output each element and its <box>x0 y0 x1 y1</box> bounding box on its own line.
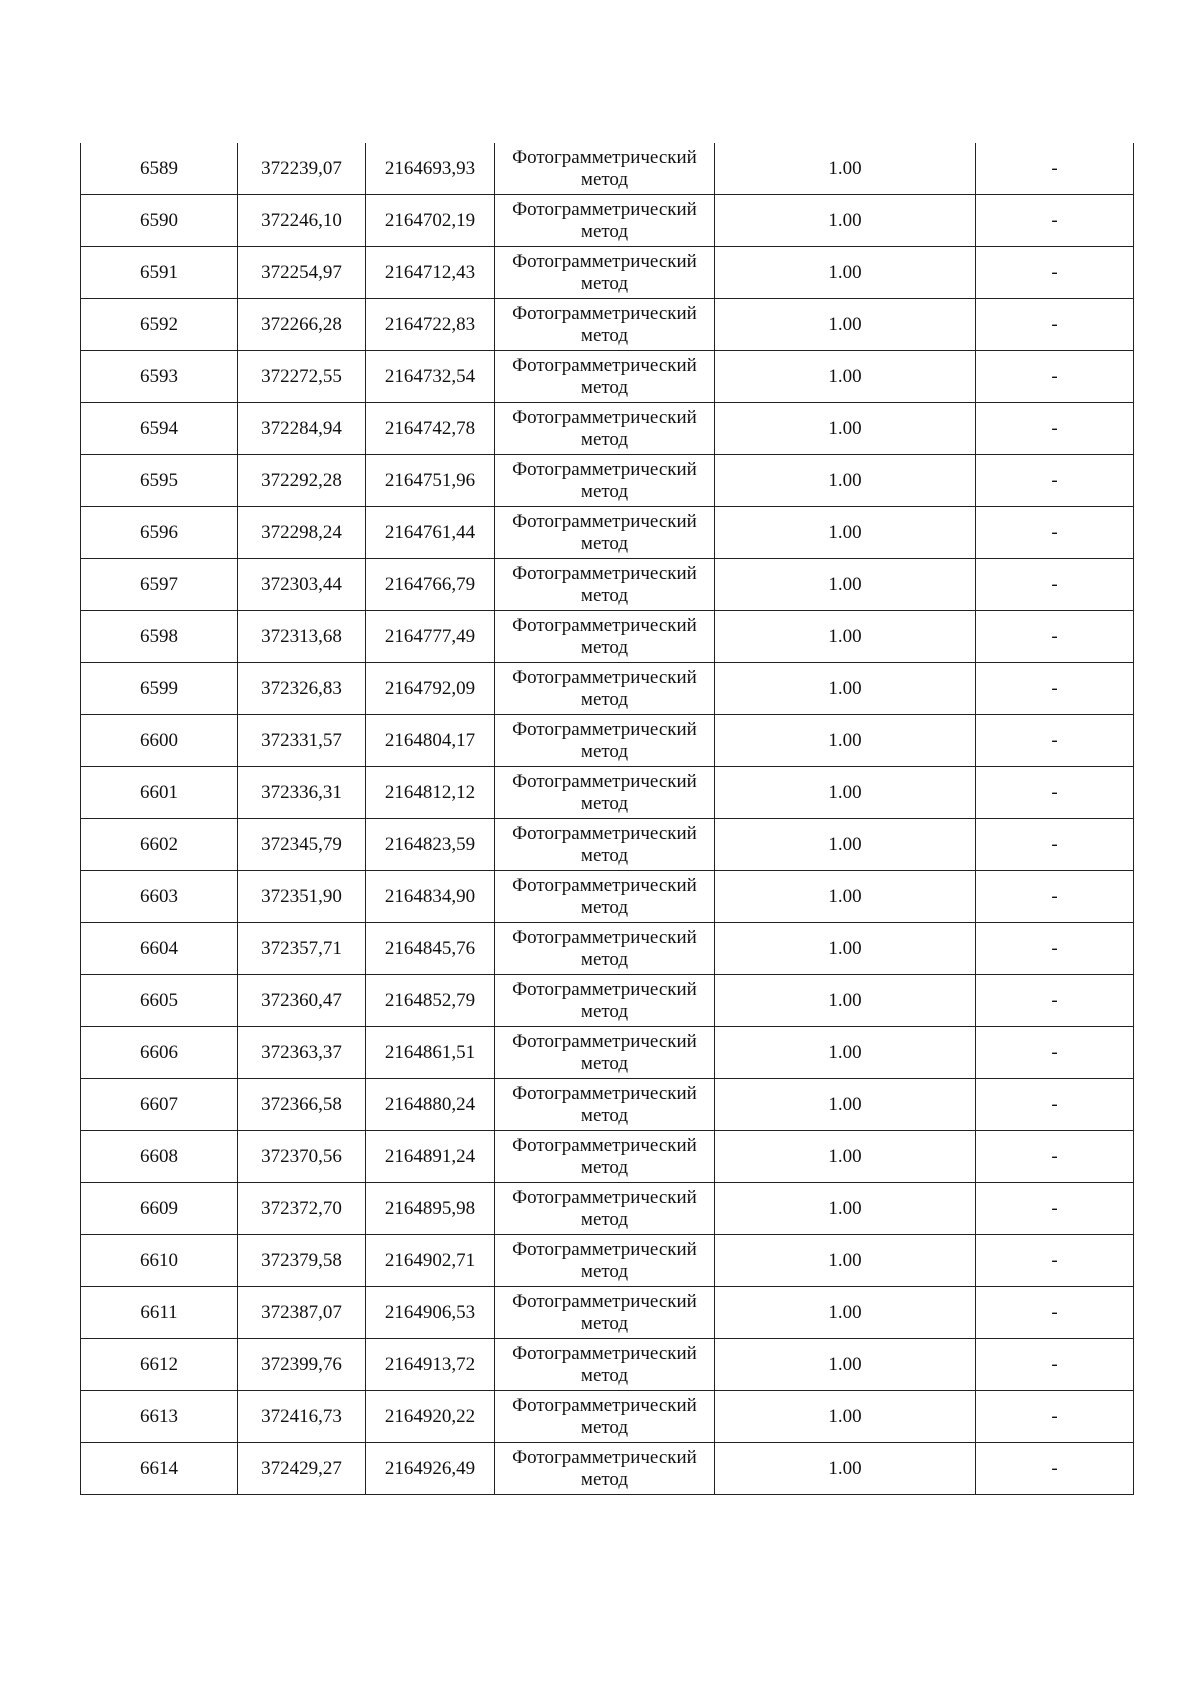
y-coordinate-cell: 2164777,49 <box>366 611 495 663</box>
x-coordinate-cell: 372387,07 <box>238 1287 366 1339</box>
method-cell <box>495 507 715 559</box>
point-number-cell: 6596 <box>81 507 238 559</box>
accuracy-cell: 1.00 <box>715 351 976 403</box>
x-coordinate-cell: 372363,37 <box>238 1027 366 1079</box>
method-line-2: метод <box>580 740 629 762</box>
point-number-cell: 6594 <box>81 403 238 455</box>
note-cell: - <box>976 1339 1134 1391</box>
method-cell <box>495 663 715 715</box>
x-coordinate-cell: 372246,10 <box>238 195 366 247</box>
y-coordinate-cell: 2164834,90 <box>366 871 495 923</box>
note-cell: - <box>976 611 1134 663</box>
y-coordinate-cell: 2164902,71 <box>366 1235 495 1287</box>
y-coordinate-cell: 2164702,19 <box>366 195 495 247</box>
method-line-1: Фотограмметрический <box>512 978 697 1000</box>
method-cell <box>495 975 715 1027</box>
table-body <box>81 143 1134 1495</box>
x-coordinate-cell: 372266,28 <box>238 299 366 351</box>
point-number-cell: 6595 <box>81 455 238 507</box>
note-cell: - <box>976 715 1134 767</box>
x-coordinate-cell: 372292,28 <box>238 455 366 507</box>
accuracy-cell: 1.00 <box>715 1131 976 1183</box>
method-line-2: метод <box>580 1052 629 1074</box>
table-row <box>81 1027 1134 1079</box>
method-line-1: Фотограмметрический <box>512 302 697 324</box>
method-line-1: Фотограмметрический <box>512 510 697 532</box>
note-cell: - <box>976 871 1134 923</box>
accuracy-cell: 1.00 <box>715 715 976 767</box>
method-line-2: метод <box>580 688 629 710</box>
method-line-2: метод <box>580 1364 629 1386</box>
method-line-2: метод <box>580 1000 629 1022</box>
method-line-2: метод <box>580 428 629 450</box>
method-line-1: Фотограмметрический <box>512 926 697 948</box>
point-number-cell: 6591 <box>81 247 238 299</box>
y-coordinate-cell: 2164852,79 <box>366 975 495 1027</box>
x-coordinate-cell: 372366,58 <box>238 1079 366 1131</box>
point-number-cell: 6590 <box>81 195 238 247</box>
method-line-1: Фотограмметрический <box>512 874 697 896</box>
note-cell: - <box>976 559 1134 611</box>
table-row <box>81 1183 1134 1235</box>
point-number-cell: 6610 <box>81 1235 238 1287</box>
table-row <box>81 871 1134 923</box>
y-coordinate-cell: 2164823,59 <box>366 819 495 871</box>
note-cell: - <box>976 923 1134 975</box>
note-cell: - <box>976 143 1134 195</box>
accuracy-cell: 1.00 <box>715 195 976 247</box>
point-number-cell: 6606 <box>81 1027 238 1079</box>
x-coordinate-cell: 372254,97 <box>238 247 366 299</box>
y-coordinate-cell: 2164751,96 <box>366 455 495 507</box>
method-line-2: метод <box>580 1416 629 1438</box>
y-coordinate-cell: 2164761,44 <box>366 507 495 559</box>
y-coordinate-cell: 2164913,72 <box>366 1339 495 1391</box>
method-line-1: Фотограмметрический <box>512 458 697 480</box>
accuracy-cell: 1.00 <box>715 871 976 923</box>
note-cell: - <box>976 1183 1134 1235</box>
point-number-cell: 6600 <box>81 715 238 767</box>
x-coordinate-cell: 372370,56 <box>238 1131 366 1183</box>
accuracy-cell: 1.00 <box>715 1183 976 1235</box>
point-number-cell: 6609 <box>81 1183 238 1235</box>
method-cell <box>495 819 715 871</box>
method-cell <box>495 559 715 611</box>
method-cell <box>495 715 715 767</box>
accuracy-cell: 1.00 <box>715 1079 976 1131</box>
note-cell: - <box>976 1235 1134 1287</box>
method-cell <box>495 1183 715 1235</box>
y-coordinate-cell: 2164920,22 <box>366 1391 495 1443</box>
x-coordinate-cell: 372272,55 <box>238 351 366 403</box>
method-line-1: Фотограмметрический <box>512 562 697 584</box>
method-line-2: метод <box>580 1312 629 1334</box>
y-coordinate-cell: 2164742,78 <box>366 403 495 455</box>
method-line-1: Фотограмметрический <box>512 1238 697 1260</box>
accuracy-cell: 1.00 <box>715 767 976 819</box>
method-line-2: метод <box>580 168 629 190</box>
method-line-2: метод <box>580 792 629 814</box>
accuracy-cell: 1.00 <box>715 1287 976 1339</box>
method-line-1: Фотограмметрический <box>512 822 697 844</box>
method-line-2: метод <box>580 948 629 970</box>
accuracy-cell: 1.00 <box>715 1339 976 1391</box>
x-coordinate-cell: 372326,83 <box>238 663 366 715</box>
method-cell <box>495 611 715 663</box>
table-row <box>81 455 1134 507</box>
method-cell <box>495 1235 715 1287</box>
y-coordinate-cell: 2164792,09 <box>366 663 495 715</box>
method-cell <box>495 299 715 351</box>
table-row <box>81 1287 1134 1339</box>
y-coordinate-cell: 2164732,54 <box>366 351 495 403</box>
method-cell <box>495 1027 715 1079</box>
x-coordinate-cell: 372379,58 <box>238 1235 366 1287</box>
y-coordinate-cell: 2164926,49 <box>366 1443 495 1495</box>
method-line-2: метод <box>580 376 629 398</box>
x-coordinate-cell: 372331,57 <box>238 715 366 767</box>
point-number-cell: 6614 <box>81 1443 238 1495</box>
table-row <box>81 1443 1134 1495</box>
coordinates-table <box>80 143 1134 1495</box>
accuracy-cell: 1.00 <box>715 403 976 455</box>
x-coordinate-cell: 372345,79 <box>238 819 366 871</box>
accuracy-cell: 1.00 <box>715 455 976 507</box>
method-cell <box>495 455 715 507</box>
accuracy-cell: 1.00 <box>715 1391 976 1443</box>
accuracy-cell: 1.00 <box>715 507 976 559</box>
point-number-cell: 6605 <box>81 975 238 1027</box>
table-row <box>81 559 1134 611</box>
method-cell <box>495 923 715 975</box>
method-cell <box>495 247 715 299</box>
method-cell <box>495 1391 715 1443</box>
x-coordinate-cell: 372284,94 <box>238 403 366 455</box>
method-cell <box>495 351 715 403</box>
accuracy-cell: 1.00 <box>715 1235 976 1287</box>
note-cell: - <box>976 975 1134 1027</box>
note-cell: - <box>976 507 1134 559</box>
accuracy-cell: 1.00 <box>715 247 976 299</box>
method-line-2: метод <box>580 480 629 502</box>
table-row <box>81 247 1134 299</box>
method-line-1: Фотограмметрический <box>512 1290 697 1312</box>
y-coordinate-cell: 2164804,17 <box>366 715 495 767</box>
method-line-1: Фотограмметрический <box>512 1446 697 1468</box>
method-line-1: Фотограмметрический <box>512 354 697 376</box>
method-line-1: Фотограмметрический <box>512 1186 697 1208</box>
method-cell <box>495 767 715 819</box>
point-number-cell: 6603 <box>81 871 238 923</box>
method-cell <box>495 1079 715 1131</box>
x-coordinate-cell: 372372,70 <box>238 1183 366 1235</box>
point-number-cell: 6612 <box>81 1339 238 1391</box>
point-number-cell: 6593 <box>81 351 238 403</box>
method-line-2: метод <box>580 1156 629 1178</box>
point-number-cell: 6611 <box>81 1287 238 1339</box>
method-cell <box>495 195 715 247</box>
accuracy-cell: 1.00 <box>715 975 976 1027</box>
table-row <box>81 923 1134 975</box>
method-cell <box>495 143 715 195</box>
table-row <box>81 507 1134 559</box>
x-coordinate-cell: 372429,27 <box>238 1443 366 1495</box>
table-row <box>81 1391 1134 1443</box>
note-cell: - <box>976 663 1134 715</box>
y-coordinate-cell: 2164812,12 <box>366 767 495 819</box>
table-row <box>81 1235 1134 1287</box>
method-line-2: метод <box>580 844 629 866</box>
accuracy-cell: 1.00 <box>715 299 976 351</box>
method-line-2: метод <box>580 896 629 918</box>
accuracy-cell: 1.00 <box>715 663 976 715</box>
y-coordinate-cell: 2164861,51 <box>366 1027 495 1079</box>
point-number-cell: 6601 <box>81 767 238 819</box>
y-coordinate-cell: 2164845,76 <box>366 923 495 975</box>
method-line-2: метод <box>580 1208 629 1230</box>
note-cell: - <box>976 819 1134 871</box>
y-coordinate-cell: 2164712,43 <box>366 247 495 299</box>
method-cell <box>495 1287 715 1339</box>
point-number-cell: 6608 <box>81 1131 238 1183</box>
note-cell: - <box>976 455 1134 507</box>
method-line-1: Фотограмметрический <box>512 406 697 428</box>
table-row <box>81 403 1134 455</box>
point-number-cell: 6607 <box>81 1079 238 1131</box>
y-coordinate-cell: 2164766,79 <box>366 559 495 611</box>
method-line-1: Фотограмметрический <box>512 1394 697 1416</box>
accuracy-cell: 1.00 <box>715 923 976 975</box>
note-cell: - <box>976 403 1134 455</box>
method-line-1: Фотограмметрический <box>512 1342 697 1364</box>
accuracy-cell: 1.00 <box>715 611 976 663</box>
method-line-2: метод <box>580 272 629 294</box>
method-line-2: метод <box>580 1104 629 1126</box>
method-cell <box>495 403 715 455</box>
point-number-cell: 6602 <box>81 819 238 871</box>
x-coordinate-cell: 372351,90 <box>238 871 366 923</box>
note-cell: - <box>976 1131 1134 1183</box>
method-line-1: Фотограмметрический <box>512 614 697 636</box>
table-row <box>81 819 1134 871</box>
y-coordinate-cell: 2164895,98 <box>366 1183 495 1235</box>
x-coordinate-cell: 372399,76 <box>238 1339 366 1391</box>
table-row <box>81 611 1134 663</box>
table-row <box>81 1131 1134 1183</box>
x-coordinate-cell: 372303,44 <box>238 559 366 611</box>
point-number-cell: 6613 <box>81 1391 238 1443</box>
x-coordinate-cell: 372313,68 <box>238 611 366 663</box>
point-number-cell: 6604 <box>81 923 238 975</box>
table-row <box>81 767 1134 819</box>
table-row <box>81 351 1134 403</box>
accuracy-cell: 1.00 <box>715 1027 976 1079</box>
method-line-1: Фотограмметрический <box>512 146 697 168</box>
table-row <box>81 975 1134 1027</box>
note-cell: - <box>976 1027 1134 1079</box>
table-row <box>81 1079 1134 1131</box>
y-coordinate-cell: 2164906,53 <box>366 1287 495 1339</box>
method-line-2: метод <box>580 584 629 606</box>
table-row <box>81 1339 1134 1391</box>
point-number-cell: 6589 <box>81 143 238 195</box>
table-row <box>81 299 1134 351</box>
x-coordinate-cell: 372239,07 <box>238 143 366 195</box>
note-cell: - <box>976 247 1134 299</box>
point-number-cell: 6598 <box>81 611 238 663</box>
method-cell <box>495 1131 715 1183</box>
y-coordinate-cell: 2164880,24 <box>366 1079 495 1131</box>
method-line-1: Фотограмметрический <box>512 770 697 792</box>
x-coordinate-cell: 372357,71 <box>238 923 366 975</box>
point-number-cell: 6597 <box>81 559 238 611</box>
note-cell: - <box>976 1443 1134 1495</box>
method-cell <box>495 871 715 923</box>
method-line-2: метод <box>580 636 629 658</box>
method-line-2: метод <box>580 1468 629 1490</box>
method-cell <box>495 1443 715 1495</box>
accuracy-cell: 1.00 <box>715 1443 976 1495</box>
method-line-2: метод <box>580 532 629 554</box>
point-number-cell: 6599 <box>81 663 238 715</box>
accuracy-cell: 1.00 <box>715 819 976 871</box>
note-cell: - <box>976 1079 1134 1131</box>
y-coordinate-cell: 2164693,93 <box>366 143 495 195</box>
accuracy-cell: 1.00 <box>715 559 976 611</box>
note-cell: - <box>976 767 1134 819</box>
x-coordinate-cell: 372360,47 <box>238 975 366 1027</box>
accuracy-cell: 1.00 <box>715 143 976 195</box>
note-cell: - <box>976 1391 1134 1443</box>
method-line-2: метод <box>580 324 629 346</box>
y-coordinate-cell: 2164722,83 <box>366 299 495 351</box>
method-line-2: метод <box>580 1260 629 1282</box>
note-cell: - <box>976 299 1134 351</box>
table-row <box>81 663 1134 715</box>
method-line-2: метод <box>580 220 629 242</box>
y-coordinate-cell: 2164891,24 <box>366 1131 495 1183</box>
note-cell: - <box>976 351 1134 403</box>
method-line-1: Фотограмметрический <box>512 198 697 220</box>
method-line-1: Фотограмметрический <box>512 718 697 740</box>
table-row <box>81 715 1134 767</box>
x-coordinate-cell: 372336,31 <box>238 767 366 819</box>
x-coordinate-cell: 372416,73 <box>238 1391 366 1443</box>
method-cell <box>495 1339 715 1391</box>
table-row <box>81 143 1134 195</box>
table-row <box>81 195 1134 247</box>
method-line-1: Фотограмметрический <box>512 1030 697 1052</box>
method-line-1: Фотограмметрический <box>512 1082 697 1104</box>
method-line-1: Фотограмметрический <box>512 1134 697 1156</box>
method-line-1: Фотограмметрический <box>512 666 697 688</box>
note-cell: - <box>976 1287 1134 1339</box>
x-coordinate-cell: 372298,24 <box>238 507 366 559</box>
note-cell: - <box>976 195 1134 247</box>
point-number-cell: 6592 <box>81 299 238 351</box>
method-line-1: Фотограмметрический <box>512 250 697 272</box>
